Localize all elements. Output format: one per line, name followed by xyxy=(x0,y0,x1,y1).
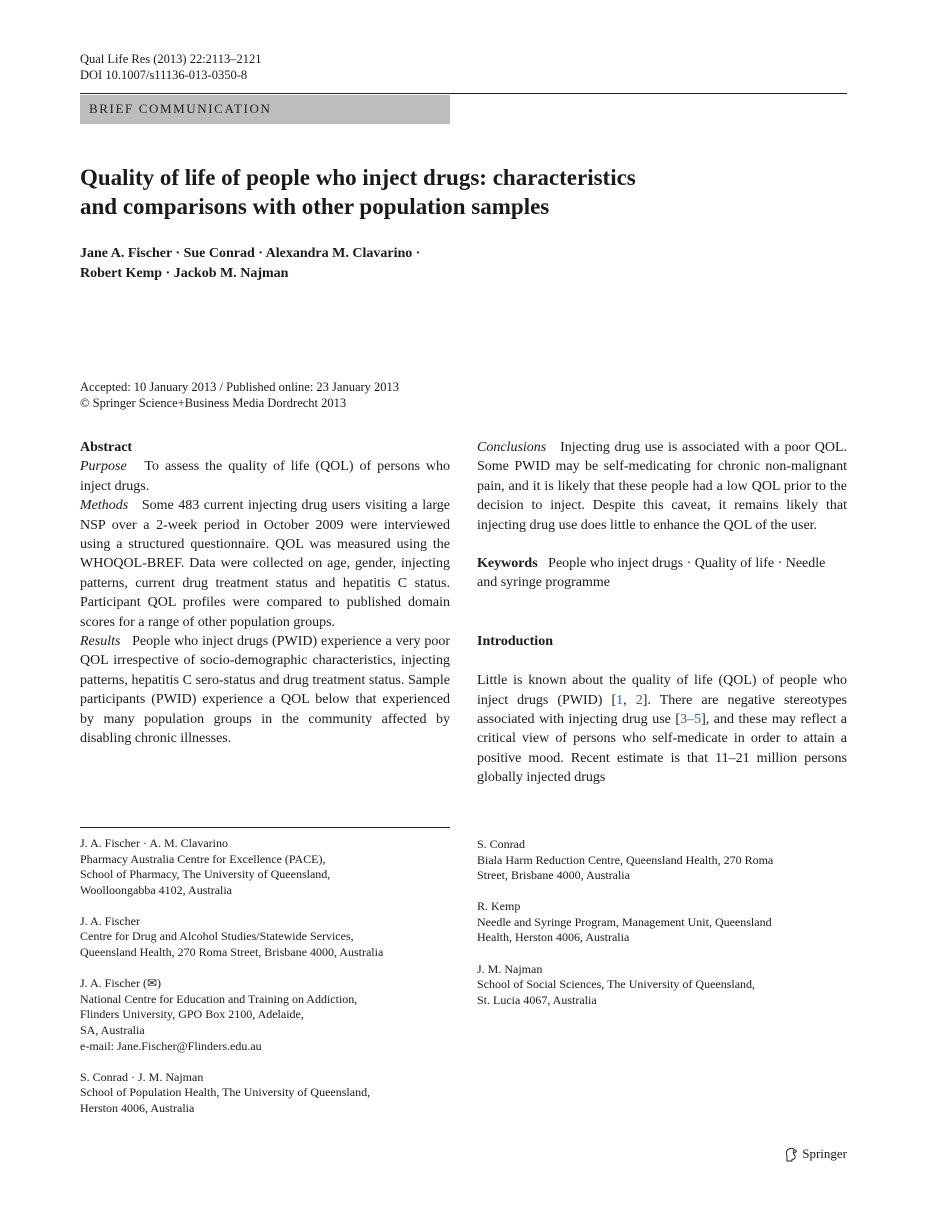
affiliation xyxy=(477,899,847,946)
affiliation xyxy=(80,914,450,961)
conclusions-text: Injecting drug use is associated with a poor QOL. Some PWID may be self-medicating for chronic non-malignant pain, and it is likely that these people had a low QOL prior to the decision to inject. Despite this caveat, it remains likely that injecting drug use does little to enhance the QOL of the user. xyxy=(477,440,848,533)
affiliations-right xyxy=(477,837,847,1024)
header-rule xyxy=(80,93,847,94)
purpose-text: To assess the quality of life (QOL) of persons who inject drugs. xyxy=(80,459,451,494)
methods-text: Some 483 current injecting drug users visiting a large NSP over a 2-week period in October 2009 were interviewed using a structured questionnaire. QOL was measured using the WHOQOL-BREF. Data were collected on age, gender, injecting patterns, current drug treatment status and hepatitis C status. Participant QOL profiles were compared to published domain scores for a range of other population groups. xyxy=(80,498,451,630)
affiliation-line: St. Lucia 4067, Australia xyxy=(477,992,597,1007)
citation-link-3-5[interactable]: 3–5 xyxy=(680,712,702,728)
affiliation-names: J. A. Fischer · A. M. Clavarino xyxy=(80,836,228,850)
affiliation-names: J. A. Fischer xyxy=(80,913,140,928)
introduction-text xyxy=(477,671,847,787)
abstract-purpose xyxy=(80,457,450,496)
conclusions-label: Conclusions xyxy=(477,440,547,455)
article-title xyxy=(80,163,840,221)
keywords xyxy=(477,554,847,593)
abstract-heading: Abstract xyxy=(80,440,133,455)
affiliation-line: Woolloongabba 4102, Australia xyxy=(80,882,233,897)
affiliation-line: Biala Harm Reduction Centre, Queensland Health, 270 Roma xyxy=(477,852,774,867)
abstract-conclusions xyxy=(477,438,847,535)
springer-horse-icon xyxy=(784,1147,798,1162)
accepted-date: Accepted: 10 January 2013 / Published online: 23 January 2013 xyxy=(80,380,400,394)
affiliation-line: Flinders University, GPO Box 2100, Adelaide, xyxy=(80,1007,304,1022)
affiliation-line: School of Social Sciences, The University of Queensland, xyxy=(477,977,756,992)
title-line-1: Quality of life of people who inject drugs: characteristics xyxy=(80,165,636,190)
affiliation-line: Herston 4006, Australia xyxy=(80,1100,195,1115)
affiliation-line: Centre for Drug and Alcohol Studies/Statewide Services, xyxy=(80,929,354,944)
article-type-banner xyxy=(80,95,450,124)
citation-link-1[interactable]: 1 xyxy=(616,692,624,708)
intro-text-4: ], and these may reflect a critical view of persons who self-medicate in order to attain a positive mood. Recent estimate is that 11–21 million persons globally injected drugs xyxy=(477,712,847,786)
results-label: Results xyxy=(80,634,121,650)
author-list xyxy=(80,244,600,284)
copyright: © Springer Science+Business Media Dordrecht 2013 xyxy=(80,396,347,410)
affiliation-line: Health, Herston 4006, Australia xyxy=(477,930,630,945)
affiliation-names: J. A. Fischer (✉) xyxy=(80,976,162,991)
email-link[interactable]: e-mail: Jane.Fischer@Flinders.edu.au xyxy=(80,1038,262,1053)
publication-dates xyxy=(80,379,399,411)
publisher-name: Springer xyxy=(802,1146,847,1161)
methods-label: Methods xyxy=(80,498,129,514)
affiliation-names: J. M. Najman xyxy=(477,961,543,976)
abstract-results xyxy=(80,632,450,748)
journal-citation: Qual Life Res (2013) 22:2113–2121 xyxy=(80,52,262,66)
affiliation-line: SA, Australia xyxy=(80,1022,145,1037)
affiliation-line: Queensland Health, 270 Roma Street, Brisbane 4000, Australia xyxy=(80,945,384,960)
citation-link-2[interactable]: 2 xyxy=(635,692,643,708)
affiliations-left xyxy=(80,836,450,1132)
affiliation xyxy=(80,836,450,898)
affiliation-line: School of Pharmacy, The University of Queensland, xyxy=(80,867,331,882)
journal-header xyxy=(80,51,261,83)
affiliation xyxy=(80,1070,450,1117)
intro-text-1: Little is known about the quality of life (QOL) of people who inject drugs (PWID) [ xyxy=(477,673,847,708)
keywords-text: People who inject drugs · Quality of life · Needle and syringe programme xyxy=(477,556,826,591)
affiliation-line: Needle and Syringe Program, Management Unit, Queensland xyxy=(477,914,772,929)
affiliation xyxy=(477,837,847,884)
affiliation-rule xyxy=(80,827,450,828)
introduction-heading: Introduction xyxy=(477,633,553,649)
affiliation xyxy=(477,962,847,1009)
affiliation-names: S. Conrad · J. M. Najman xyxy=(80,1069,204,1084)
affiliation-line: Pharmacy Australia Centre for Excellence (PACE), xyxy=(80,851,326,866)
publisher-logo xyxy=(784,1146,847,1162)
abstract-left-column xyxy=(80,438,450,749)
affiliation-names: R. Kemp xyxy=(477,899,521,914)
results-text: People who inject drugs (PWID) experience a very poor QOL irrespective of socio-demographic characteristics, injecting patterns, hepatitis C sero-status and drug treatment status. Sample participants (PWID) experience a QOL below that experienced by many population groups in the community affected by disabling chronic illnesses. xyxy=(80,634,451,747)
affiliation-corresponding xyxy=(80,976,450,1054)
abstract-right-column xyxy=(477,438,847,788)
affiliation-line: School of Population Health, The University of Queensland, xyxy=(80,1085,371,1100)
title-line-2: and comparisons with other population samples xyxy=(80,194,550,219)
keywords-label: Keywords xyxy=(477,556,538,572)
purpose-label: Purpose xyxy=(80,459,127,475)
affiliation-names: S. Conrad xyxy=(477,837,525,851)
article-type-label: BRIEF COMMUNICATION xyxy=(89,101,272,116)
abstract-methods xyxy=(80,496,450,632)
authors-line-2: Robert Kemp · Jackob M. Najman xyxy=(80,266,289,281)
authors-line-1: Jane A. Fischer · Sue Conrad · Alexandra M. Clavarino · xyxy=(80,246,421,261)
intro-text-2: , xyxy=(623,692,636,708)
intro-text-3: ]. There are negative stereotypes associated with injecting drug use [ xyxy=(477,692,848,728)
affiliation-line: National Centre for Education and Training on Addiction, xyxy=(80,991,358,1006)
affiliation-line: Street, Brisbane 4000, Australia xyxy=(477,868,630,883)
doi: DOI 10.1007/s11136-013-0350-8 xyxy=(80,68,248,82)
